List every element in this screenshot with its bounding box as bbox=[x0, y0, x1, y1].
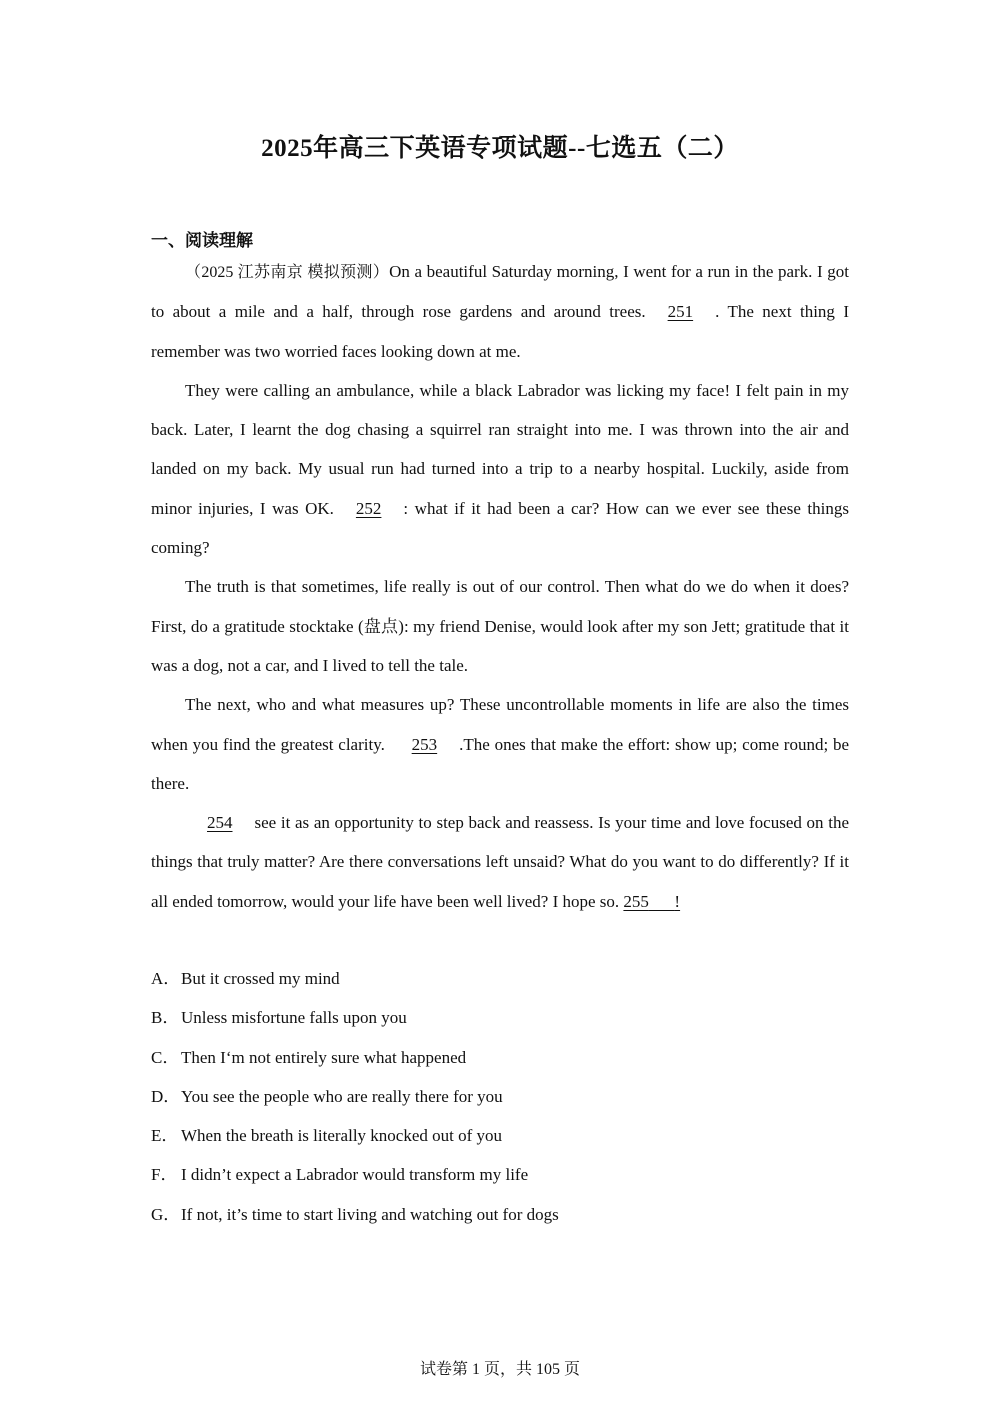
option-text: I didn’t expect a Labrador would transform my life bbox=[181, 1165, 529, 1185]
question-source: （2025 江苏南京 模拟预测） bbox=[185, 264, 390, 281]
passage-paragraph-1 bbox=[151, 252, 849, 371]
passage-paragraph-3: The truth is that sometimes, life really is out of our control. Then what do we do when it does? First, do a gratitude stocktake (盘点): my friend Denise, would look after my son Jett; gratitude that it was a dog, not a car, and I lived to tell the tale. bbox=[151, 577, 849, 675]
passage-paragraph-2 bbox=[151, 371, 849, 567]
paragraph-text: On a beautiful Saturday morning, I went for a run in the park. I got to about a mile and a half, through rose gardens and around trees. bbox=[151, 262, 849, 322]
option-b[interactable] bbox=[151, 998, 849, 1037]
option-letter: G． bbox=[151, 1204, 181, 1224]
option-c[interactable] bbox=[151, 1038, 849, 1077]
paragraph-text: They were calling an ambulance, while a black Labrador was licking my face! I felt pain in my back. Later, I learnt the dog chasing a squirrel ran straight into me. I was thrown into the air and landed on my back. My usual run had turned into a trip to a nearby hospital. Luckily, aside from minor injuries, I was OK. bbox=[151, 380, 849, 518]
answer-blank-255[interactable] bbox=[623, 882, 698, 921]
answer-blank-254[interactable]: 254 bbox=[207, 813, 233, 833]
page-title: 2025年高三下英语专项试题--七选五（二） bbox=[261, 135, 739, 162]
option-text: Unless misfortune falls upon you bbox=[181, 1008, 407, 1028]
passage-paragraph-5 bbox=[151, 803, 849, 921]
paragraph-text: see it as an opportunity to step back and reassess. Is your time and love focused on the things that truly matter? Are there conversations left unsaid? What do you want to do differently? If it all ended tomorrow, would your life have been well lived? I hope so. bbox=[151, 813, 849, 911]
option-letter: C． bbox=[151, 1047, 180, 1067]
option-g[interactable] bbox=[151, 1195, 849, 1234]
section-heading: 一、阅读理解 bbox=[151, 231, 253, 251]
option-text: But it crossed my mind bbox=[181, 969, 340, 988]
paragraph-text: . The next thing I remember was two worried faces looking down at me. bbox=[151, 302, 849, 361]
blank-number: 255 bbox=[623, 891, 649, 911]
option-letter: F． bbox=[151, 1165, 178, 1185]
option-text: If not, it’s time to start living and watching out for dogs bbox=[181, 1204, 559, 1224]
paragraph-text: : what if it had been a car? How can we ever see these things coming? bbox=[151, 498, 849, 558]
option-text: You see the people who are really there for you bbox=[181, 1086, 503, 1106]
option-text: Then I‘m not entirely sure what happened bbox=[181, 1047, 467, 1067]
option-letter: D． bbox=[151, 1086, 181, 1106]
answer-blank-252[interactable]: 252 bbox=[355, 498, 382, 518]
option-letter: A． bbox=[151, 969, 181, 988]
answer-blank-251[interactable]: 251 bbox=[667, 302, 694, 322]
reading-passage bbox=[151, 252, 849, 921]
paragraph-text: The next, who and what measures up? These uncontrollable moments in life are also the times when you find the greatest clarity. bbox=[151, 695, 849, 754]
passage-paragraph-4 bbox=[151, 685, 849, 803]
answer-options bbox=[151, 959, 849, 1234]
option-letter: B． bbox=[151, 1008, 180, 1028]
option-a[interactable] bbox=[151, 959, 849, 998]
page-footer: 试卷第 1 页，共 105 页 bbox=[419, 1361, 580, 1378]
option-e[interactable] bbox=[151, 1116, 849, 1155]
option-letter: E． bbox=[151, 1126, 179, 1146]
option-text: When the breath is literally knocked out of you bbox=[181, 1126, 503, 1146]
option-d[interactable] bbox=[151, 1077, 849, 1116]
option-f[interactable] bbox=[151, 1155, 849, 1194]
answer-blank-253[interactable]: 253 bbox=[411, 734, 438, 754]
paragraph-text: .The ones that make the effort: show up; come round; be there. bbox=[151, 734, 849, 793]
exclamation-mark: ! bbox=[674, 891, 681, 911]
